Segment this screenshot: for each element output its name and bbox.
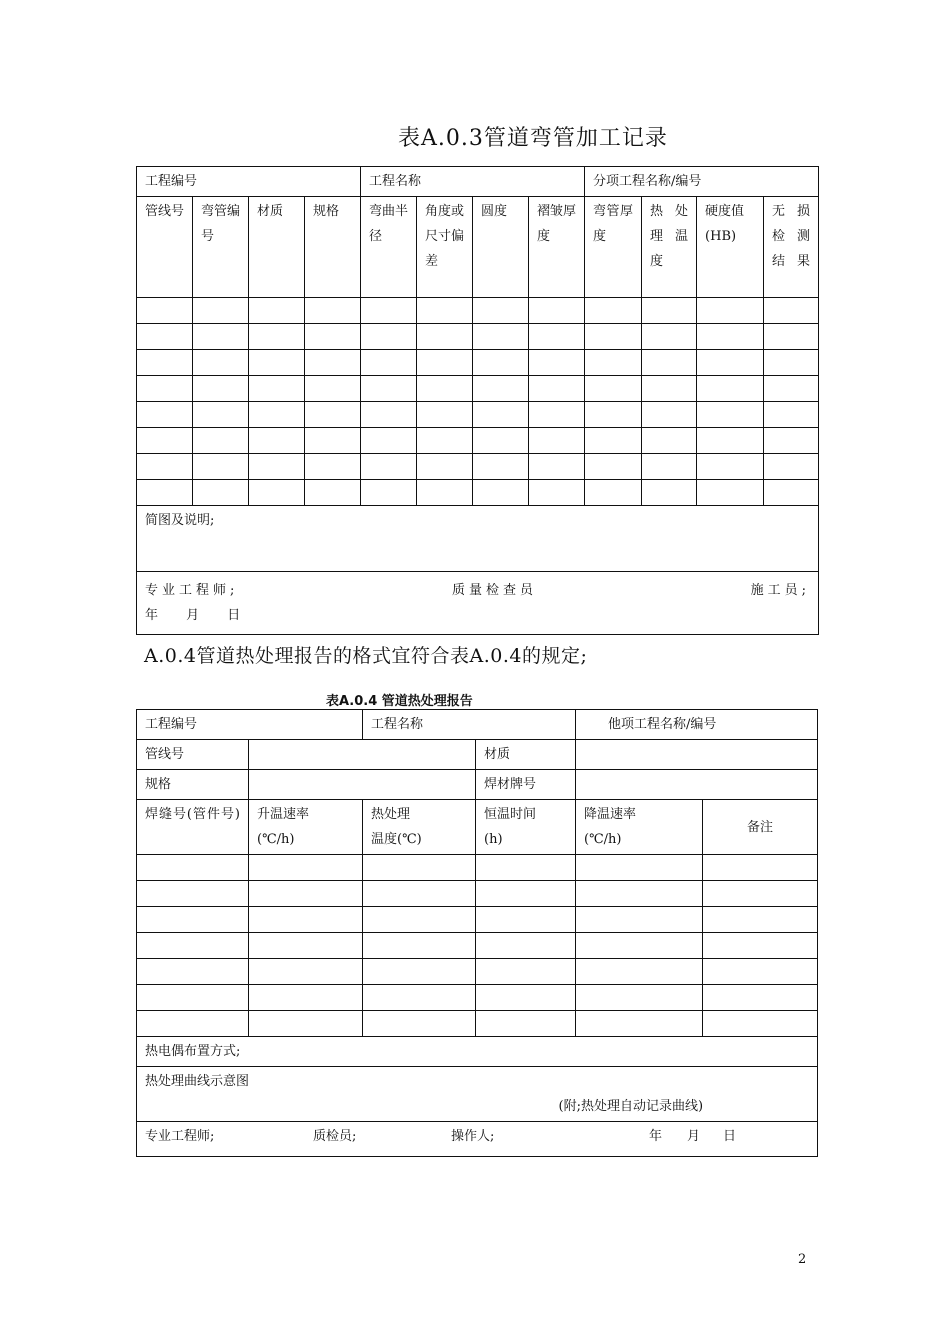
col-header: 圆度 [473, 197, 529, 298]
date-label: 年 月 日 [145, 608, 241, 623]
table-row [137, 454, 819, 480]
table-row [137, 402, 819, 428]
ht-temp-header: 热处理 温度(℃) [363, 800, 476, 855]
col-header: 弯管编号 [193, 197, 249, 298]
table-row [137, 350, 819, 376]
project-name-label: 工程名称 [363, 710, 576, 740]
curve-field[interactable] [137, 1067, 818, 1122]
section-heading: A.0.4管道热处理报告的格式宜符合表A.0.4的规定; [144, 645, 588, 667]
operator-signature-label: 操作人; [451, 1129, 495, 1144]
inspector-signature-label: 质量检查员 [452, 583, 538, 598]
table2-title: 表A.0.4 管道热处理报告 [326, 694, 473, 709]
signature-block [137, 572, 819, 635]
col-header: 管线号 [137, 197, 193, 298]
cool-rate-header: 降温速率 (℃/h) [576, 800, 703, 855]
table1-title: 表A.0.3管道弯管加工记录 [398, 126, 668, 151]
table-row [137, 907, 818, 933]
col-header: 角度或尺寸偏差 [417, 197, 473, 298]
day-label: 日 [723, 1129, 737, 1144]
inspector-signature-label: 质检员; [313, 1129, 357, 1144]
worker-signature-label: 施工员; [750, 583, 811, 598]
curve-label: 热处理曲线示意图 [145, 1074, 250, 1089]
pipe-bend-record-table [136, 166, 819, 635]
material-label: 材质 [476, 740, 576, 770]
thermocouple-field[interactable]: 热电偶布置方式; [137, 1037, 818, 1067]
project-no-label: 工程编号 [137, 710, 363, 740]
engineer-signature-label: 专业工程师; [145, 1129, 215, 1144]
line-no-value[interactable] [249, 740, 476, 770]
col-header: 褶皱厚度 [529, 197, 585, 298]
spec-value[interactable] [249, 770, 476, 800]
table-row [137, 933, 818, 959]
project-no-label: 工程编号 [137, 167, 361, 197]
table-row [137, 1011, 818, 1037]
weld-no-header: 焊缝号(管件号) [137, 800, 249, 855]
col-header: 材质 [249, 197, 305, 298]
month-label: 月 [687, 1129, 701, 1144]
table-row [137, 480, 819, 506]
col-header: 硬度值(HB) [697, 197, 764, 298]
col-header: 热处理温度 [642, 197, 697, 298]
spec-label: 规格 [137, 770, 249, 800]
filler-brand-value[interactable] [576, 770, 818, 800]
col-header: 弯曲半径 [361, 197, 417, 298]
col-header: 弯管厚度 [585, 197, 642, 298]
line-no-label: 管线号 [137, 740, 249, 770]
table-row [137, 376, 819, 402]
col-header: 无损检测结果 [764, 197, 819, 298]
heat-treatment-report-table [136, 709, 818, 1157]
table-row [137, 959, 818, 985]
signature-block [137, 1122, 818, 1157]
table-row [137, 881, 818, 907]
project-name-label: 工程名称 [361, 167, 585, 197]
table-row [137, 985, 818, 1011]
hold-time-header: 恒温时间 (h) [476, 800, 576, 855]
sub-project-label: 分项工程名称/编号 [585, 167, 819, 197]
table-row [137, 428, 819, 454]
engineer-signature-label: 专业工程师; [145, 583, 239, 598]
curve-note: (附;热处理自动记录曲线) [558, 1099, 704, 1114]
sketch-notes-field[interactable]: 简图及说明; [137, 506, 819, 572]
page-number: 2 [798, 1252, 807, 1267]
year-label: 年 [649, 1129, 663, 1144]
table-row [137, 324, 819, 350]
table-row [137, 298, 819, 324]
other-project-label: 他项工程名称/编号 [576, 710, 818, 740]
heat-rate-header: 升温速率 (℃/h) [249, 800, 363, 855]
table-row [137, 855, 818, 881]
material-value[interactable] [576, 740, 818, 770]
filler-brand-label: 焊材牌号 [476, 770, 576, 800]
col-header: 规格 [305, 197, 361, 298]
remark-header: 备注 [703, 800, 818, 855]
